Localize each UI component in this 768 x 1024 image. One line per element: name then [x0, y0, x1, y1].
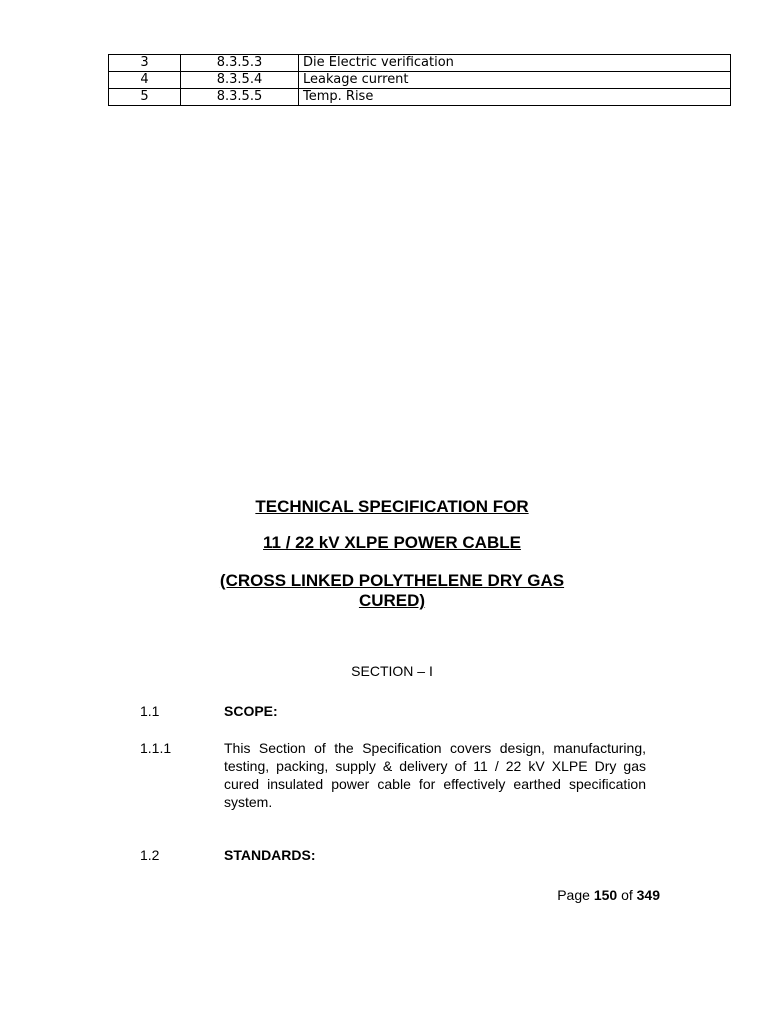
test-list-table [108, 54, 731, 106]
clause-heading-scope: SCOPE: [224, 703, 278, 719]
section-label: SECTION – I [351, 663, 433, 679]
clause-number: 1.2 [140, 847, 160, 863]
page-label: Page [557, 887, 590, 903]
clause-reference: 8.3.5.5 [181, 89, 299, 106]
test-description: Die Electric verification [299, 55, 731, 72]
table-row [109, 89, 731, 106]
table-row [109, 55, 731, 72]
page-footer [480, 886, 660, 904]
test-description: Leakage current [299, 72, 731, 89]
current-page-number: 150 [593, 887, 618, 903]
document-subtitle: 11 / 22 kV XLPE POWER CABLE [263, 533, 521, 552]
clause-number: 1.1 [140, 703, 160, 719]
test-description: Temp. Rise [299, 89, 731, 106]
row-number: 4 [109, 72, 181, 89]
total-page-count: 349 [636, 887, 660, 903]
clause-number: 1.1.1 [140, 740, 172, 756]
clause-heading-standards: STANDARDS: [224, 847, 316, 863]
row-number: 5 [109, 89, 181, 106]
document-subtitle-note: (CROSS LINKED POLYTHELENE DRY GAS CURED) [219, 571, 565, 610]
document-title: TECHNICAL SPECIFICATION FOR [255, 497, 529, 516]
clause-reference: 8.3.5.3 [181, 55, 299, 72]
clause-paragraph: This Section of the Specification covers design, manufacturing, testing, packing, supply & delivery of 11 / 22 kV XLPE Dry gas cured insulated power cable for effectively earthed specification system. [224, 740, 646, 810]
row-number: 3 [109, 55, 181, 72]
table-row [109, 72, 731, 89]
clause-reference: 8.3.5.4 [181, 72, 299, 89]
page-separator: of [621, 887, 633, 903]
